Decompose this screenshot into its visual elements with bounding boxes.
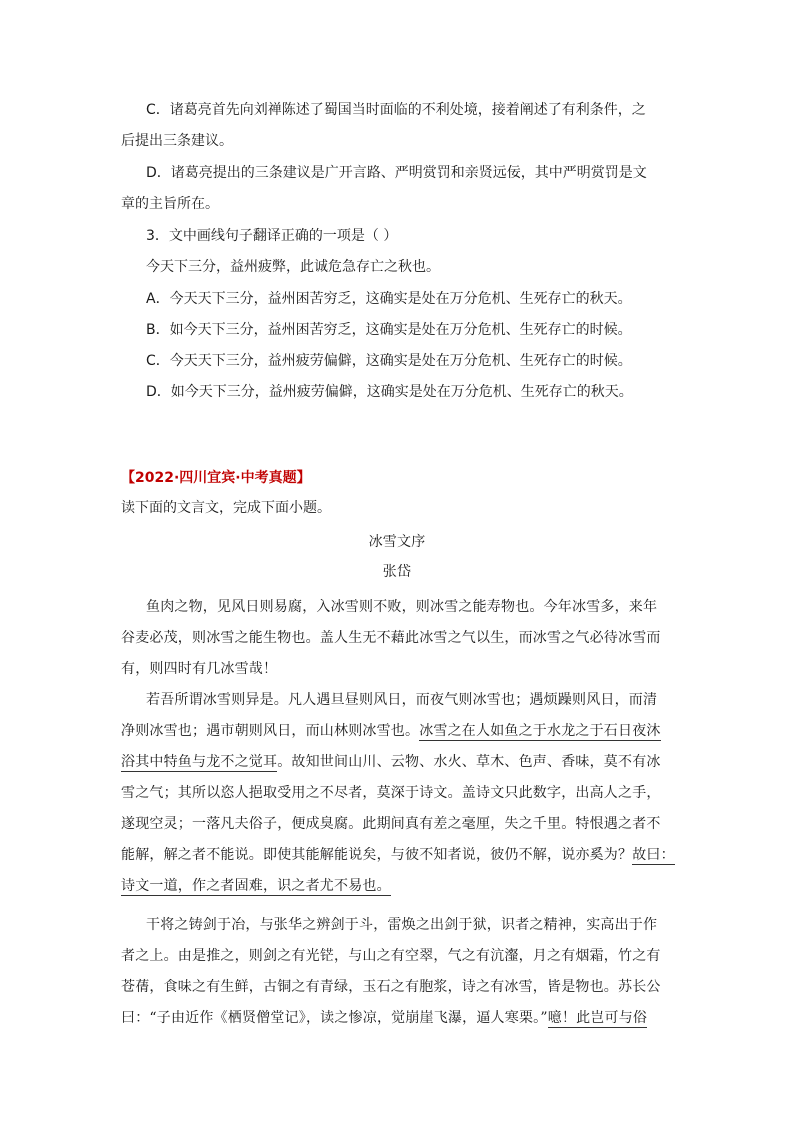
passage-p2-line3-text: 。故知世间山川、云物、水火、草木、色声、香味，莫不有冰 — [277, 754, 661, 770]
passage-p2-line1: 若吾所谓冰雪则异是。凡人遇旦昼则风日，而夜气则冰雪也；遇烦躁则风日，而清 — [146, 692, 658, 708]
underlined-sentence-part2: 浴其中特鱼与龙不之觉耳 — [121, 754, 278, 770]
passage-p2-line6 — [121, 844, 675, 866]
passage-p2-line6-text: 能解，解之者不能说。即使其能解能说矣，与彼不知者说，彼仍不解，说亦奚为？ — [121, 847, 633, 863]
passage-p3-line4-text: 曰：“子由近作《栖贤僧堂记》，读之惨凉，觉崩崖飞瀑，逼人寒栗。” — [121, 1010, 548, 1026]
option-d-line2: 章的主旨所在。 — [121, 196, 219, 212]
question-3-option-d: D．如今天下三分，益州疲劳偏僻，这确实是处在万分危机、生死存亡的秋天。 — [146, 384, 633, 400]
option-d-line1: D．诸葛亮提出的三条建议是广开言路、严明赏罚和亲贤远佞，其中严明赏罚是文 — [146, 165, 647, 181]
passage-p1-line3: 有，则四时有几冰雪哉！ — [121, 661, 278, 677]
question-3-sentence: 今天下三分，益州疲弊，此诚危急存亡之秋也。 — [146, 259, 440, 275]
section-source-tag: 【2022·四川宜宾·中考真题】 — [121, 470, 311, 486]
option-c-line1: C．诸葛亮首先向刘禅陈述了蜀国当时面临的不利处境，接着阐述了有利条件，之 — [146, 102, 646, 118]
passage-p3-line4 — [121, 1007, 647, 1029]
question-3-option-c: C．今天天下三分，益州疲劳偏僻，这确实是处在万分危机、生死存亡的时候。 — [146, 353, 632, 369]
passage-author: 张岱 — [382, 564, 412, 580]
passage-p2-line2-text: 净则冰雪也；遇市朝则风日，而山林则冰雪也。 — [121, 723, 420, 739]
option-c-line2: 后提出三条建议。 — [121, 133, 233, 149]
question-3-option-b: B．如今天下三分，益州困苦穷乏，这确实是处在万分危机、生死存亡的时候。 — [146, 322, 632, 338]
passage-p3-line3: 苍蒨，食味之有生鲜，古铜之有青绿，玉石之有胞浆，诗之有冰雪，皆是物也。苏长公 — [121, 979, 661, 995]
passage-p1-line2: 谷麦必茂，则冰雪之能生物也。盖人生无不藉此冰雪之气以生，而冰雪之气必待冰雪而 — [121, 630, 661, 646]
underlined-conclusion-part2: 诗文一道，作之者固难，识之者尤不易也。 — [121, 878, 391, 894]
passage-title: 冰雪文序 — [368, 534, 426, 550]
passage-p2-line7 — [121, 875, 391, 897]
underlined-conclusion-part1: 故曰： — [632, 847, 675, 863]
section-instruction: 读下面的文言文，完成下面小题。 — [121, 500, 331, 516]
passage-p2-line5: 遂现空灵；一落凡夫俗子，便成臭腐。此期间真有差之毫厘，失之千里。特恨遇之者不 — [121, 816, 661, 832]
passage-p2-line4: 雪之气；其所以恣人挹取受用之不尽者，莫深于诗文。盖诗文只此数字，出高人之手， — [121, 785, 661, 801]
question-3-option-a: A．今天天下三分，益州困苦穷乏，这确实是处在万分危机、生死存亡的秋天。 — [146, 291, 632, 307]
passage-p3-line2: 者之上。由是推之，则剑之有光铓，与山之有空翠，气之有沆瀣，月之有烟霜，竹之有 — [121, 948, 661, 964]
passage-p3-line1: 干将之铸剑于冶，与张华之辨剑于斗，雷焕之出剑于狱，识者之精神，实高出于作 — [146, 917, 658, 933]
passage-p2-line2 — [121, 720, 661, 742]
passage-p2-line3 — [121, 751, 661, 773]
underlined-sentence-part1: 冰雪之在人如鱼之于水龙之于石日夜沐 — [419, 723, 661, 739]
underlined-final-sentence: 噫！此岂可与俗 — [547, 1010, 648, 1026]
question-3-stem: 3．文中画线句子翻译正确的一项是（ ） — [146, 228, 398, 244]
passage-p1-line1: 鱼肉之物，见风日则易腐，入冰雪则不败，则冰雪之能寿物也。今年冰雪多，来年 — [146, 599, 658, 615]
